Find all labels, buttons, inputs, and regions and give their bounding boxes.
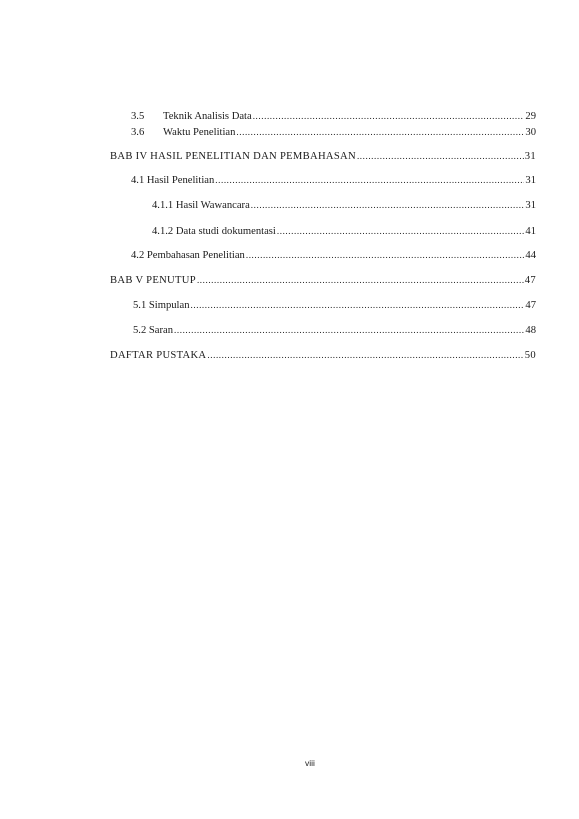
- toc-entry-label: DAFTAR PUSTAKA: [110, 350, 207, 361]
- toc-entry-bab-iv[interactable]: [110, 150, 536, 163]
- toc-entry-daftar-pustaka[interactable]: [110, 349, 536, 362]
- toc-entry-4-1[interactable]: [131, 174, 536, 187]
- page-number: viii: [305, 758, 315, 768]
- toc-entry-label: Waktu Penelitian: [163, 127, 236, 138]
- toc-entry-label: 5.2 Saran: [133, 325, 174, 336]
- toc-dot-leader: [246, 249, 525, 262]
- toc-entry-3-5[interactable]: [131, 110, 536, 123]
- toc-entry-label: BAB IV HASIL PENELITIAN DAN PEMBAHASAN: [110, 151, 356, 162]
- toc-dot-leader: [277, 225, 525, 238]
- toc-entry-4-1-1[interactable]: [152, 199, 536, 212]
- toc-entry-label: 4.1 Hasil Penelitian: [131, 175, 215, 186]
- toc-dot-leader: [174, 324, 524, 337]
- toc-dot-leader: [207, 349, 523, 362]
- toc-entry-label: Teknik Analisis Data: [163, 111, 252, 122]
- toc-dot-leader: [215, 174, 524, 187]
- toc-entry-5-2[interactable]: [133, 324, 536, 337]
- toc-entry-4-2[interactable]: [131, 249, 536, 262]
- toc-entry-label: 5.1 Simpulan: [133, 300, 190, 311]
- toc-entry-label: 4.2 Pembahasan Penelitian: [131, 250, 245, 261]
- toc-entry-page: 47: [524, 275, 536, 286]
- toc-entry-number: 3.5: [131, 111, 145, 122]
- toc-entry-page: 31: [525, 200, 536, 211]
- toc-entry-page: 47: [525, 300, 536, 311]
- toc-dot-leader: [357, 150, 524, 163]
- toc-dot-leader: [236, 126, 524, 139]
- toc-entry-page: 31: [525, 175, 536, 186]
- toc-entry-label: BAB V PENUTUP: [110, 275, 196, 286]
- toc-entry-page: 41: [525, 226, 536, 237]
- toc-entry-5-1[interactable]: [133, 299, 536, 312]
- toc-dot-leader: [191, 299, 525, 312]
- toc-entry-page: 44: [525, 250, 536, 261]
- toc-entry-page: 50: [524, 350, 536, 361]
- toc-entry-4-1-2[interactable]: [152, 225, 536, 238]
- toc-dot-leader: [253, 110, 525, 123]
- toc-entry-3-6[interactable]: [131, 126, 536, 139]
- toc-entry-label: 4.1.1 Hasil Wawancara: [152, 200, 250, 211]
- toc-entry-bab-v[interactable]: [110, 274, 536, 287]
- toc-dot-leader: [251, 199, 525, 212]
- toc-dot-leader: [197, 274, 524, 287]
- toc-entry-page: 48: [525, 325, 536, 336]
- toc-entry-page: 29: [525, 111, 536, 122]
- toc-entry-page: 30: [525, 127, 536, 138]
- toc-entry-page: 31: [524, 151, 536, 162]
- toc-entry-number: 3.6: [131, 127, 145, 138]
- toc-entry-label: 4.1.2 Data studi dokumentasi: [152, 226, 276, 237]
